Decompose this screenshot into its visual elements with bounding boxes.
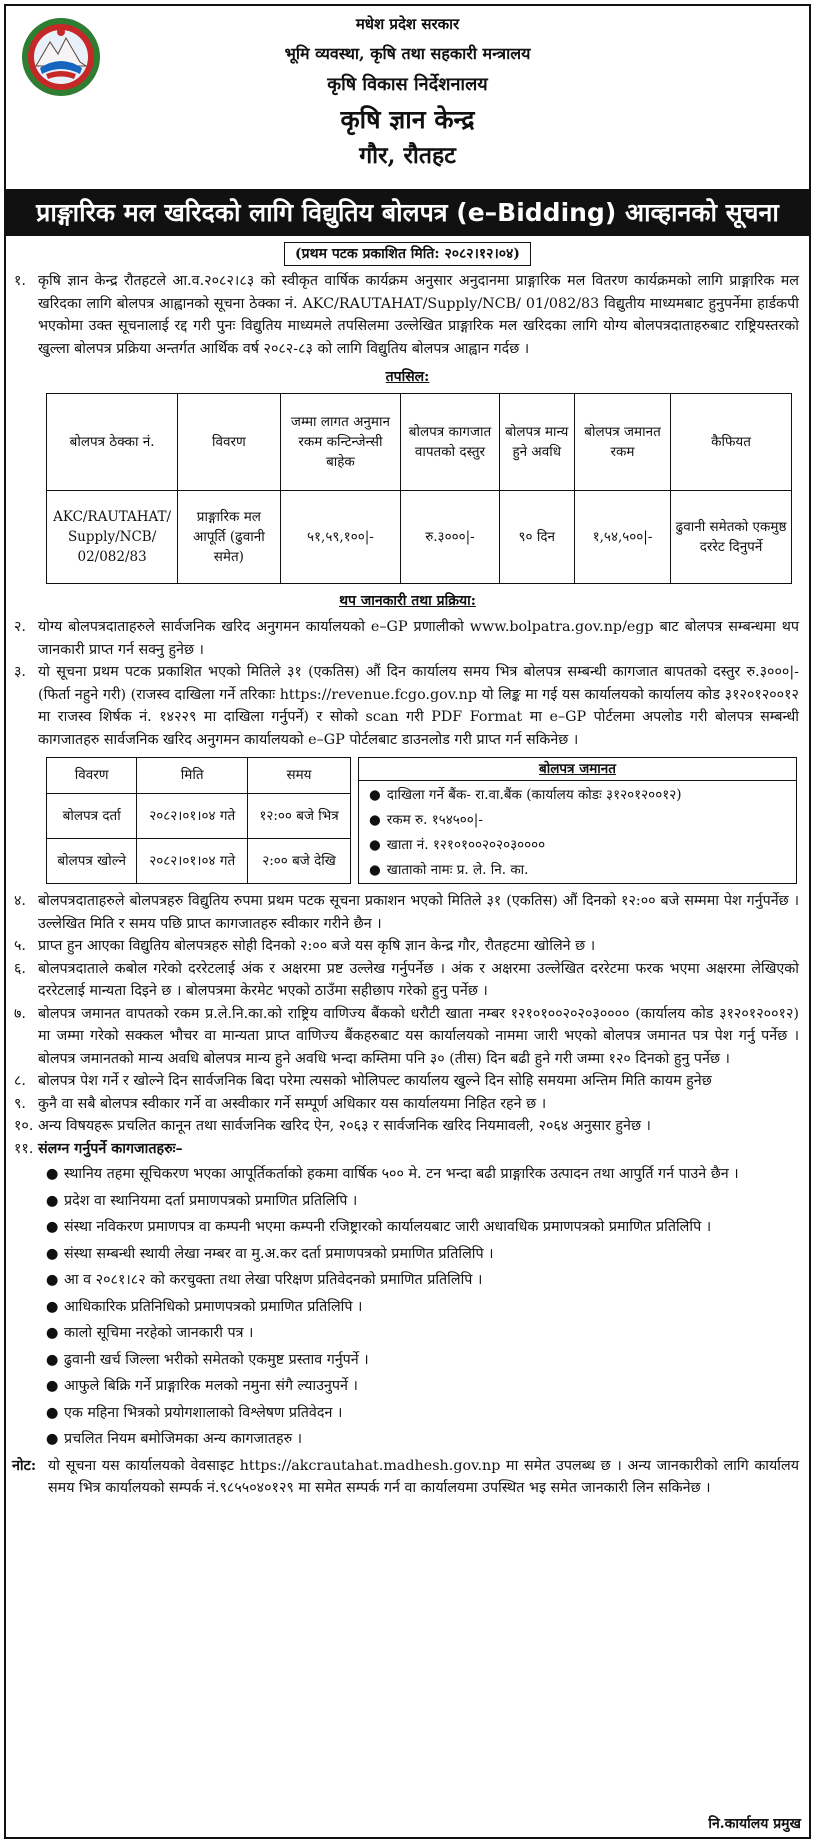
publish-date: [6, 242, 809, 266]
list-item: ● आ व २०८१।८२ को करचुक्ता तथा लेखा परिक्षण प्रतिवेदनको प्रमाणित प्रतिलिपि ।: [46, 1269, 797, 1292]
paragraph-1: [6, 270, 809, 360]
list-item: ● प्रचलित नियम बमोजिमका अन्य कागजातहरु ।: [46, 1428, 797, 1451]
paragraph-text: कुनै वा सबै बोलपत्र स्वीकार गर्ने वा अस्वीकार गर्ने सम्पूर्ण अधिकार यस कार्यालयमा निहित रहने छ ।: [38, 1095, 547, 1112]
paragraph-text: बोलपत्र जमानत वापतको रकम प्र.ले.नि.का.को राष्ट्रिय वाणिज्य बैंकको धरौटी खाता नम्बर १२१०१००२०२०३०००० (कार्यालय कोड ३१२०१२००१२) मा जम्मा गरेको सक्कल भौचर वा मान्यता प्राप्त वाणिज्य बैंकहरुबाट यस कार्यालयको नाममा जारी भएको बोलपत्र जमानत पत्र पेश गर्नु पर्नेछ । बोलपत्र जमानतको मान्य अवधि बोलपत्र मान्य हुने अवधि भन्दा कम्तिमा पनि ३० (तीस) दिन बढी हुने गरी जम्मा १२० दिनको हुनु पर्नेछ ।: [38, 1005, 799, 1067]
table-cell: रु.३०००|-: [401, 490, 499, 583]
paragraph-3: [6, 661, 809, 751]
table-cell: १,५४,५००|-: [574, 490, 670, 583]
table-cell: ९० दिन: [499, 490, 574, 583]
table-cell: १२:०० बजे भित्र: [248, 793, 351, 838]
list-item: ● स्थानिय तहमा सूचिकरण भएका आपूर्तिकर्ताको हकमा वार्षिक ५०० मे. टन भन्दा बढी प्राङ्गारिक उत्पादन तथा आपुर्ति गर्न पाउने छैन ।: [46, 1163, 797, 1186]
table-cell: बोलपत्र दर्ता: [47, 793, 137, 838]
list-item: ● आधिकारिक प्रतिनिधिको प्रमाणपत्रको प्रमाणित प्रतिलिपि ।: [46, 1296, 797, 1319]
table-header-row: [47, 758, 351, 794]
office-location: गौर, रौतहट: [359, 142, 456, 169]
table-cell: AKC/RAUTAHAT/ Supply/NCB/ 02/082/83: [47, 490, 178, 583]
schedule-table: [46, 757, 351, 884]
column-header: कैफियत: [671, 393, 792, 490]
list-item: ● आफुले बिक्रि गर्ने प्राङ्गारिक मलको नमुना संगै ल्याउनुपर्ने ।: [46, 1375, 797, 1398]
list-item: ● प्रदेश वा स्थानियमा दर्ता प्रमाणपत्रको प्रमाणित प्रतिलिपि ।: [46, 1190, 797, 1213]
table-cell: ५१,५९,१००|-: [280, 490, 401, 583]
table-cell: बोलपत्र खोल्ने: [47, 838, 137, 883]
paragraph-number: ४.: [14, 893, 26, 909]
column-header: बोलपत्र मान्य हुने अवधि: [499, 393, 574, 490]
paragraph-number: ५.: [14, 938, 26, 954]
paragraph-text: बोलपत्रदाताले कबोल गरेको दररेटलाई अंक र अक्षरमा प्रष्ट उल्लेख गर्नुपर्नेछ । अंक र अक्षरमा उल्लेखित दररेटमा फरक भएमा अक्षरमा लेखिएको दररेटलाई मान्यता दिइने छ । बोलपत्रमा केरमेट भएको ठाउँमा सहीछाप गरेको हुनु पर्नेछ ।: [38, 960, 799, 999]
paragraph-number: २.: [14, 619, 26, 635]
note: [6, 1455, 809, 1500]
paragraph-6: [6, 958, 809, 1003]
column-header: बोलपत्र ठेक्का नं.: [47, 393, 178, 490]
paragraph-number: १.: [14, 273, 26, 289]
list-item: ● एक महिना भित्रको प्रयोगशालाको विश्लेषण प्रतिवेदन ।: [46, 1402, 797, 1425]
paragraph-text: कृषि ज्ञान केन्द्र रौतहटले आ.व.२०८२।८३ को स्वीकृत वार्षिक कार्यक्रम अनुसार अनुदानमा प्राङ्गारिक मल वितरण कार्यक्रमको लागि प्राङ्गारिक मल खरिदका लागि बोलपत्र आह्वानको सूचना ठेक्का नं. AKC/RAUTAHAT/Supply/NCB/ 01/082/83 विद्युतीय माध्यमबाट हुनुपर्नेमा हार्डकपी भएकोमा उक्त सूचनालाई रद्द गरी पुनः विद्युतिय माध्यमले तपसिलमा उल्लेखित प्राङ्गारिक मल खरिदका लागि योग्य बोलपत्रदाताहरुबाट राष्ट्रियस्तरको खुल्ला बोलपत्र प्रक्रिया अन्तर्गत आर्थिक वर्ष २०८२-८३ को लागि विद्युतिय बोलपत्र आह्वान गर्दछ ।: [38, 273, 799, 357]
paragraph-number: १०.: [14, 1118, 34, 1134]
list-item: ● दाखिला गर्ने बैंक- रा.वा.बैंक (कार्यालय कोडः ३१२०१२००१२): [369, 783, 796, 808]
paragraph-number: ७.: [14, 1005, 26, 1022]
list-item: ● संस्था सम्बन्धी स्थायी लेखा नम्बर वा मु.अ.कर दर्ता प्रमाणपत्रको प्रमाणित प्रतिलिपि ।: [46, 1243, 797, 1266]
paragraph-text: संलग्न गर्नुपर्ने कागजातहरुः–: [38, 1140, 183, 1157]
paragraph-number: ३.: [14, 664, 26, 680]
paragraph-2: [6, 616, 809, 661]
required-documents-list: [6, 1163, 809, 1451]
column-header: बोलपत्र कागजात वापतको दस्तुर: [401, 393, 499, 490]
list-item: ● कालो सूचिमा नरहेको जानकारी पत्र ।: [46, 1322, 797, 1345]
notice-title: प्राङ्गारिक मल खरिदको लागि विद्युतिय बोलपत्र (e–Bidding) आव्हानको सूचना: [6, 189, 809, 236]
paragraph-number: ९.: [14, 1095, 26, 1112]
table-cell: प्राङ्गारिक मल आपूर्ति (ढुवानी समेत): [178, 490, 280, 583]
table-cell: ढुवानी समेतको एकमुष्ठ दररेट दिनुपर्ने: [671, 490, 792, 583]
table-cell: २०८२।०१।०४ गते: [137, 793, 248, 838]
ministry-name: भूमि व्यवस्था, कृषि तथा सहकारी मन्त्रालय: [284, 44, 531, 63]
paragraph-number: ६.: [14, 960, 26, 977]
government-name: मधेश प्रदेश सरकार: [355, 15, 460, 33]
paragraph-text: योग्य बोलपत्रदाताहरुले सार्वजनिक खरिद अनुगमन कार्यालयको e–GP प्रणालीको www.bolpatra.gov.np/egp बाट बोलपत्र सम्बन्धमा थप जानकारी प्राप्त गर्न सक्नु हुनेछ ।: [38, 619, 799, 658]
list-item: ● खाता नं. १२१०१००२०२०३००००: [369, 833, 796, 858]
list-item: ● खाताको नामः प्र. ले. नि. का.: [369, 858, 796, 883]
table-cell: २:०० बजे देखि: [248, 838, 351, 883]
table-cell: २०८२।०१।०४ गते: [137, 838, 248, 883]
column-header: समय: [248, 758, 351, 794]
column-header: विवरण: [47, 758, 137, 794]
bid-guarantee-title: बोलपत्र जमानत: [359, 758, 796, 781]
column-header: मिति: [137, 758, 248, 794]
column-header: बोलपत्र जमानत रकम: [574, 393, 670, 490]
publish-date-text: (प्रथम पटक प्रकाशित मिति: २०८२।१२।०४): [284, 242, 531, 266]
table-row: [47, 490, 792, 583]
table-row: [47, 793, 351, 838]
list-item: ● संस्था नविकरण प्रमाणपत्र वा कम्पनी भएमा कम्पनी रजिष्ट्रारको कार्यालयबाट जारी अधावधिक प्रमाणपत्रको प्रमाणित प्रतिलिपि ।: [46, 1216, 797, 1239]
paragraph-text: प्राप्त हुन आएका विद्युतिय बोलपत्रहरु सोही दिनको २:०० बजे यस कृषि ज्ञान केन्द्र गौर, रौतहटमा खोलिने छ ।: [38, 938, 596, 954]
table-row: [47, 838, 351, 883]
directorate-name: कृषि विकास निर्देशनालय: [327, 74, 488, 95]
paragraph-text: बोलपत्र पेश गर्ने र खोल्ने दिन सार्वजनिक बिदा परेमा त्यसको भोलिपल्ट कार्यालय खुल्ने दिन सोहि समयमा अन्तिम मिति कायम हुनेछ: [38, 1073, 712, 1089]
table-header-row: [47, 393, 792, 490]
paragraph-11: [6, 1138, 809, 1161]
note-text: यो सूचना यस कार्यालयको वेवसाइट https://akcrautahat.madhesh.gov.np मा समेत उपलब्ध छ । अन्य जानकारीको लागि कार्यालय समय भित्र कार्यालयको सम्पर्क नं.९८५५०४०१२९ मा समेत सम्पर्क गर्न वा कार्यालयमा उपस्थित भइ समेत जानकारी लिन सकिनेछ ।: [48, 1457, 799, 1496]
paragraph-text: यो सूचना प्रथम पटक प्रकाशित भएको मितिले ३१ (एकतिस) औं दिन कार्यालय समय भित्र बोलपत्र सम्बन्धी कागजात बापतको दस्तुर रु.३०००|- (फिर्ता नहुने गरी) (राजस्व दाखिला गर्ने तरिकाः https://revenue.fcgo.gov.np यो लिङ्क मा गई यस कार्यालयको कार्यालय कोड ३१२०१२००१२ मा राजस्व शिर्षक नं. १४२२९ मा दाखिला गर्नुपर्ने) र सोको scan गरी PDF Format मा e–GP पोर्टलमा अपलोड गरी बोलपत्र सम्बन्धी कागजातहरु सार्वजनिक खरिद अनुगमन कार्यालयको e–GP पोर्टलबाट डाउनलोड गरी प्राप्त गर्न सकिनेछ ।: [38, 664, 799, 748]
office-name: कृषि ज्ञान केन्द्र: [340, 105, 475, 134]
bid-details-table: [46, 393, 792, 584]
paragraph-7: [6, 1003, 809, 1071]
paragraph-number: ११.: [14, 1140, 34, 1157]
bid-guarantee-list: [359, 783, 796, 883]
paragraph-text: बोलपत्रदाताहरुले बोलपत्रहरु विद्युतिय रुपमा प्रथम पटक सूचना प्रकाशन भएको मितिले ३१ (एकतिस) औं दिनको १२:०० बजे सम्ममा पेश गर्नुपर्नेछ । उल्लेखित मिति र समय पछि प्राप्त कागजातहरु स्वीकार गरीने छैन ।: [38, 893, 799, 932]
paragraph-4: [6, 890, 809, 935]
tapsil-heading: तपसिल:: [385, 369, 430, 385]
notice-body: [6, 270, 809, 1500]
more-info-heading: थप जानकारी तथा प्रक्रिया:: [339, 592, 476, 609]
list-item: ● ढुवानी खर्च जिल्ला भरीको समेतको एकमुष्ट प्रस्ताव गर्नुपर्ने ।: [46, 1349, 797, 1372]
column-header: विवरण: [178, 393, 280, 490]
schedule-section: [46, 757, 800, 884]
column-header: जम्मा लागत अनुमान रकम कन्टिन्जेन्सी बाहेक: [280, 393, 401, 490]
header: [6, 6, 809, 188]
paragraph-10: [6, 1115, 809, 1138]
paragraph-5: [6, 935, 809, 958]
paragraph-text: अन्य विषयहरू प्रचलित कानून तथा सार्वजनिक खरिद ऐन, २०६३ र सार्वजनिक खरिद नियमावली, २०६४ अनुसार हुनेछ ।: [38, 1118, 651, 1134]
signature: नि.कार्यालय प्रमुख: [708, 1816, 801, 1832]
bid-guarantee-box: [358, 757, 797, 884]
note-label: नोट:: [12, 1457, 37, 1474]
paragraph-number: ८.: [14, 1073, 26, 1089]
list-item: ● रकम रु. १५४५००|-: [369, 808, 796, 833]
paragraph-9: [6, 1093, 809, 1116]
paragraph-8: [6, 1070, 809, 1093]
notice-page: [4, 4, 811, 1839]
